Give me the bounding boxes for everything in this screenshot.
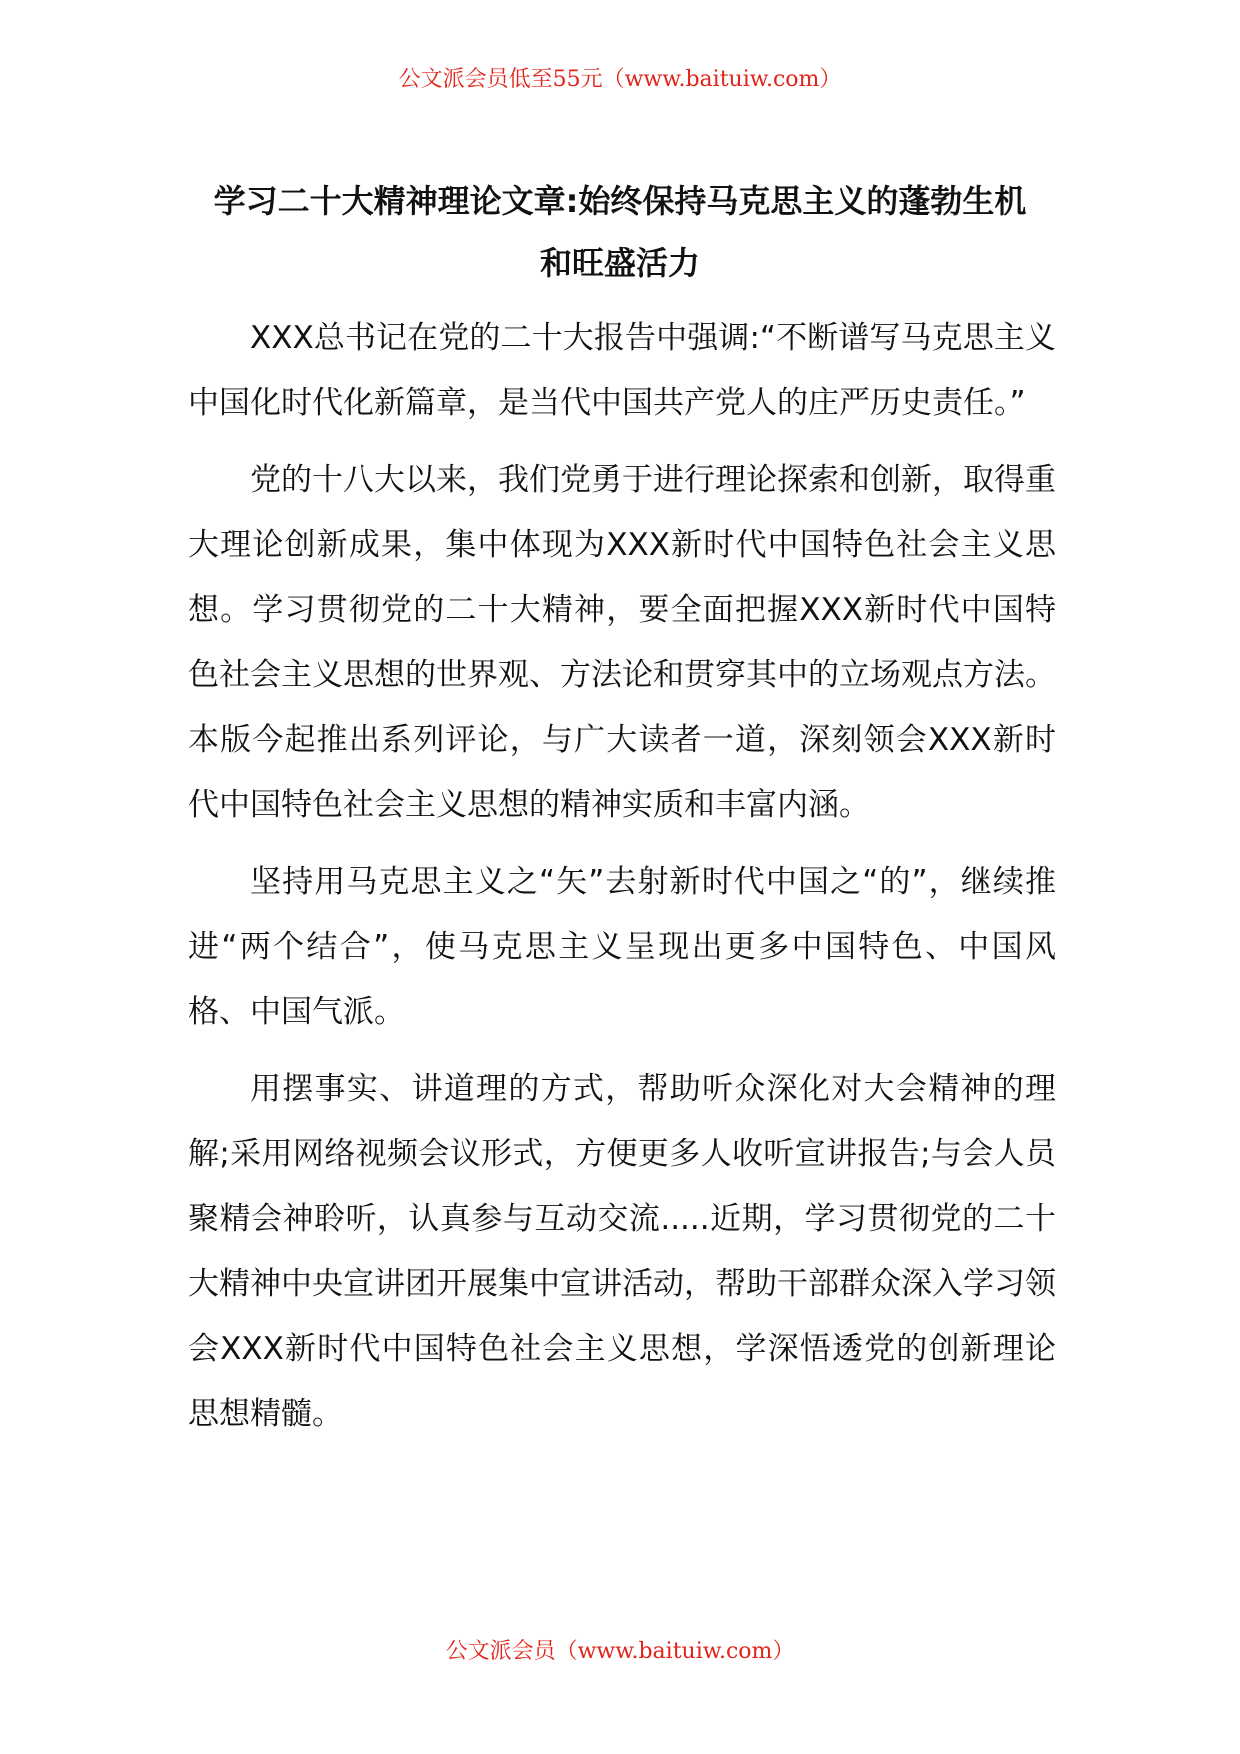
footer-banner[interactable]: 公文派会员（www.baituiw.com） [445, 1639, 795, 1664]
document-title [180, 170, 1060, 294]
paragraph-1: XXX总书记在党的二十大报告中强调:“不断谱写马克思主义中国化时代化新篇章，是当代中国共产党人的庄严历史责任。” [188, 320, 1056, 421]
document-body [188, 306, 1056, 1459]
paragraph-4: 用摆事实、讲道理的方式，帮助听众深化对大会精神的理解;采用网络视频会议形式，方便更多人收听宣讲报告;与会人员聚精会神聆听，认真参与互动交流.....近期，学习贯彻党的二十大精神中央宣讲团开展集中宣讲活动，帮助干部群众深入学习领会XXX新时代中国特色社会主义思想，学深悟透党的创新理论思想精髓。 [188, 1071, 1056, 1432]
paragraph-3: 坚持用马克思主义之“矢”去射新时代中国之“的”，继续推进“两个结合”，使马克思主义呈现出更多中国特色、中国风格、中国气派。 [188, 864, 1056, 1030]
title-line-1: 学习二十大精神理论文章:始终保持马克思主义的蓬勃生机 [213, 182, 1027, 220]
header-banner[interactable]: 公文派会员低至55元（www.baituiw.com） [398, 67, 842, 92]
title-line-2: 和旺盛活力 [539, 244, 700, 282]
paragraph-2: 党的十八大以来，我们党勇于进行理论探索和创新，取得重大理论创新成果，集中体现为XXX新时代中国特色社会主义思想。学习贯彻党的二十大精神，要全面把握XXX新时代中国特色社会主义思想的世界观、方法论和贯穿其中的立场观点方法。本版今起推出系列评论，与广大读者一道，深刻领会XXX新时代中国特色社会主义思想的精神实质和丰富内涵。 [188, 462, 1056, 823]
